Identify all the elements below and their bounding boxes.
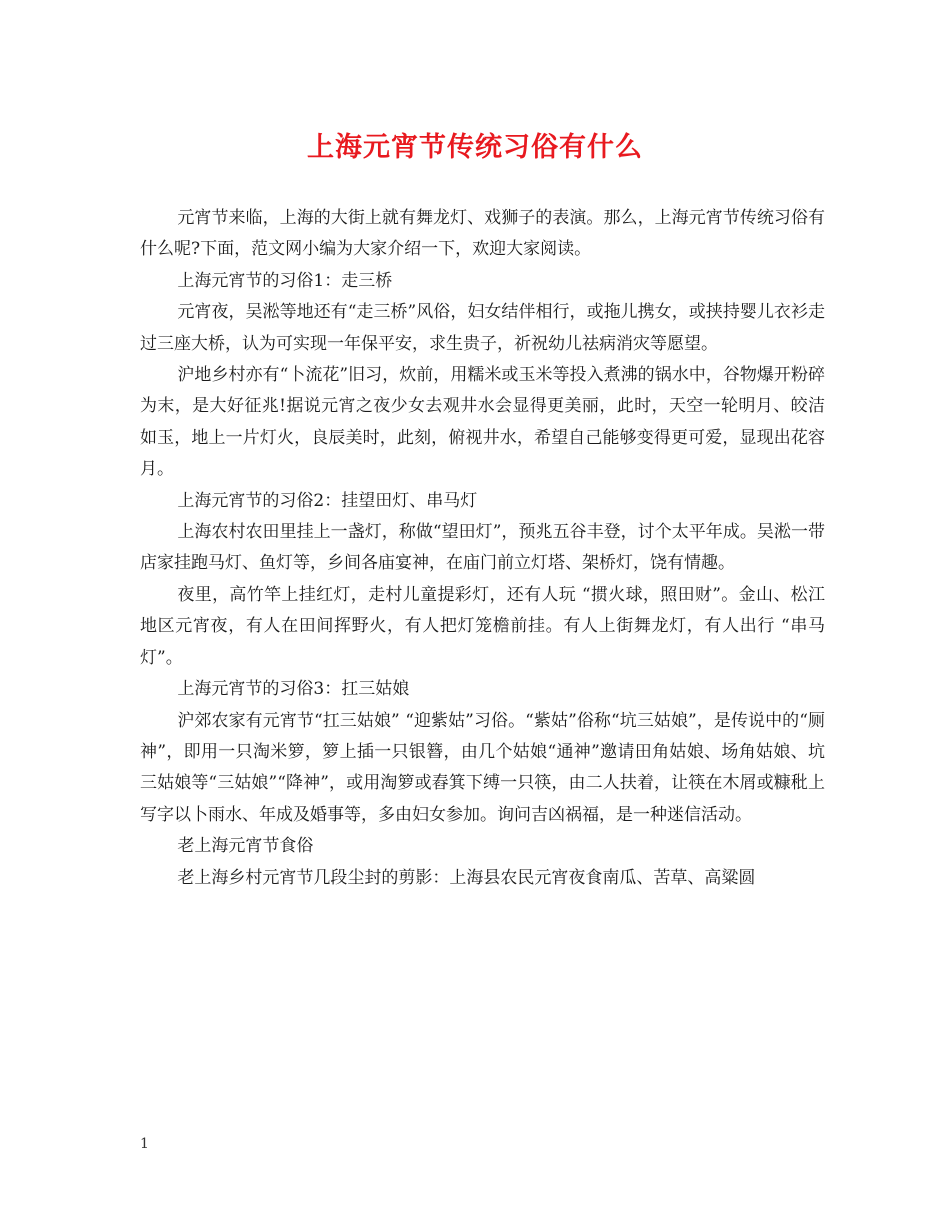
section-heading-three-maidens: 上海元宵节的习俗3：扛三姑娘	[177, 679, 410, 700]
body-paragraph: 上海农村农田里挂上一盏灯，称做“望田灯”，预兆五谷丰登，讨个太平年成。吴淞一带店家挂跑马灯、鱼灯等，乡间各庙宴神，在庙门前立灯塔、架桥灯，饶有情趣。	[140, 522, 825, 574]
body-paragraph: 沪郊农家有元宵节“扛三姑娘” “迎紫姑”习俗。“紫姑”俗称“坑三姑娘”，是传说中的“厕神”，即用一只淘米箩，箩上插一只银簪，由几个姑娘“通神”邀请田角姑娘、场角姑娘、坑三姑娘等“三姑娘”“降神”，或用淘箩或舂箕下缚一只筷，由二人扶着，让筷在木屑或糠秕上写字以卜雨水、年成及婚事等，多由妇女参加。询问吉凶祸福，是一种迷信活动。	[140, 710, 825, 825]
body-paragraph: 沪地乡村亦有“卜流花”旧习，炊前，用糯米或玉米等投入煮沸的锅水中，谷物爆开粉碎为末，是大好征兆!据说元宵之夜少女去观井水会显得更美丽，此时，天空一轮明月、皎洁如玉，地上一片灯火，良辰美时，此刻，俯视井水，希望自己能够变得更可爱，显现出花容月。	[140, 365, 825, 480]
page-number: 1	[140, 1136, 149, 1152]
section-heading-walk-three-bridges: 上海元宵节的习俗1：走三桥	[177, 270, 393, 291]
body-paragraph: 元宵夜，吴淞等地还有“走三桥”风俗，妇女结伴相行，或拖儿携女，或挟持婴儿衣衫走过三座大桥，认为可实现一年保平安，求生贵子，祈祝幼儿祛病消灾等愿望。	[140, 302, 825, 354]
section-heading-field-lanterns: 上海元宵节的习俗2：挂望田灯、串马灯	[177, 490, 478, 511]
section-heading-food-customs: 老上海元宵节食俗	[177, 836, 314, 857]
body-paragraph: 老上海乡村元宵节几段尘封的剪影：上海县农民元宵夜食南瓜、苦草、高粱圆	[177, 867, 756, 888]
body-paragraph: 夜里，高竹竿上挂红灯，走村儿童提彩灯，还有人玩 “掼火球，照田财”。金山、松江地区元宵夜，有人在田间挥野火，有人把灯笼檐前挂。有人上街舞龙灯，有人出行 “串马灯”。	[140, 584, 825, 668]
document-body	[140, 203, 825, 894]
document-title: 上海元宵节传统习俗有什么	[307, 132, 643, 163]
intro-paragraph: 元宵节来临，上海的大街上就有舞龙灯、戏狮子的表演。那么，上海元宵节传统习俗有什么呢?下面，范文网小编为大家介绍一下，欢迎大家阅读。	[140, 208, 825, 260]
